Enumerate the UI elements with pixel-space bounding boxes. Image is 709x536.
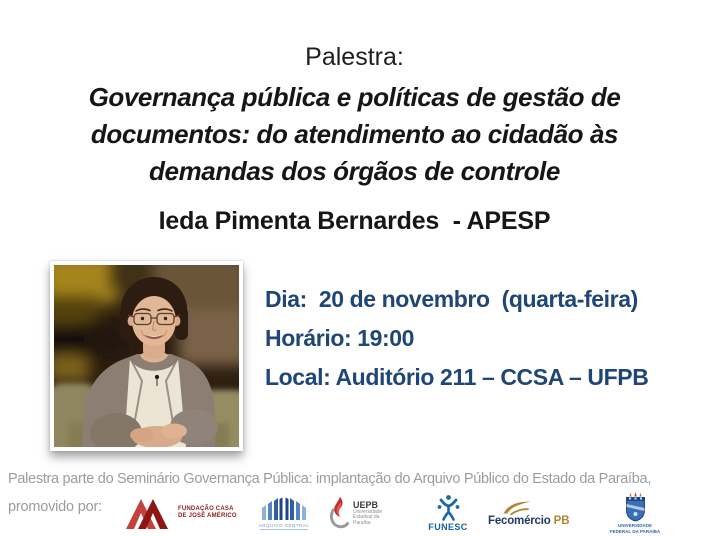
fecomercio-uf: PB	[553, 514, 570, 527]
fecomercio-swoosh-icon	[502, 500, 532, 515]
speaker-name: Ieda Pimenta Bernardes - APESP	[158, 207, 551, 235]
arquivo-central-books-icon	[260, 496, 308, 522]
slide-heading	[0, 0, 709, 236]
logo-uepb	[328, 496, 400, 530]
logo-fundacao-casa-jose-americo	[120, 495, 246, 531]
ufpb-label-line1: UNIVERSIDADE	[617, 523, 652, 529]
fcja-mark-icon	[120, 495, 174, 531]
fcja-label-line1: FUNDAÇÃO CASA	[178, 506, 234, 512]
logo-arquivo-central	[252, 496, 316, 530]
ufpb-crest-icon	[624, 492, 647, 522]
uepb-sub-line3: Paraíba	[353, 519, 371, 526]
fcja-label-line2: DE JOSÉ AMÉRICO	[178, 513, 237, 519]
arquivo-central-label: ARQUIVO CENTRAL	[258, 523, 310, 528]
logo-ufpb	[589, 492, 681, 533]
uepb-flame-icon	[328, 496, 350, 530]
sponsor-logos	[120, 490, 681, 536]
funesc-label: FUNESC	[428, 522, 468, 532]
lecture-kicker: Palestra:	[305, 43, 404, 71]
uepb-sub-line1: Universidade	[353, 508, 383, 515]
lecture-title-line2: documentos: do atendimento ao cidadão às	[90, 119, 619, 149]
event-date: Dia: 20 de novembro (quarta-feira)	[265, 286, 638, 312]
logo-funesc	[418, 494, 478, 532]
uepb-sub-line2: Estadual da	[353, 514, 380, 521]
lecture-title-line3: demandas dos órgãos de controle	[149, 156, 560, 186]
fecomercio-name: Fecomércio	[488, 514, 551, 527]
event-details	[265, 286, 648, 390]
lapel-mic	[155, 375, 159, 379]
speaker-photo	[54, 265, 239, 447]
footer-seminar-note: Palestra parte do Seminário Governança Pública: implantação do Arquivo Público do Estado da Paraíba,	[8, 471, 652, 487]
ufpb-label-line2: FEDERAL DA PARAÍBA	[609, 528, 661, 534]
event-location: Local: Auditório 211 – CCSA – UFPB	[265, 364, 649, 390]
speaker-photo-frame	[50, 261, 243, 451]
footer-promoted-by: promovido por:	[8, 499, 102, 515]
funesc-person-icon	[435, 494, 462, 521]
logo-fecomercio-pb	[488, 500, 583, 527]
lecture-title	[0, 79, 709, 190]
event-time: Horário: 19:00	[265, 325, 415, 351]
uepb-acronym: UEPB	[353, 499, 379, 510]
lecture-title-line1: Governança pública e políticas de gestão de	[88, 82, 621, 112]
